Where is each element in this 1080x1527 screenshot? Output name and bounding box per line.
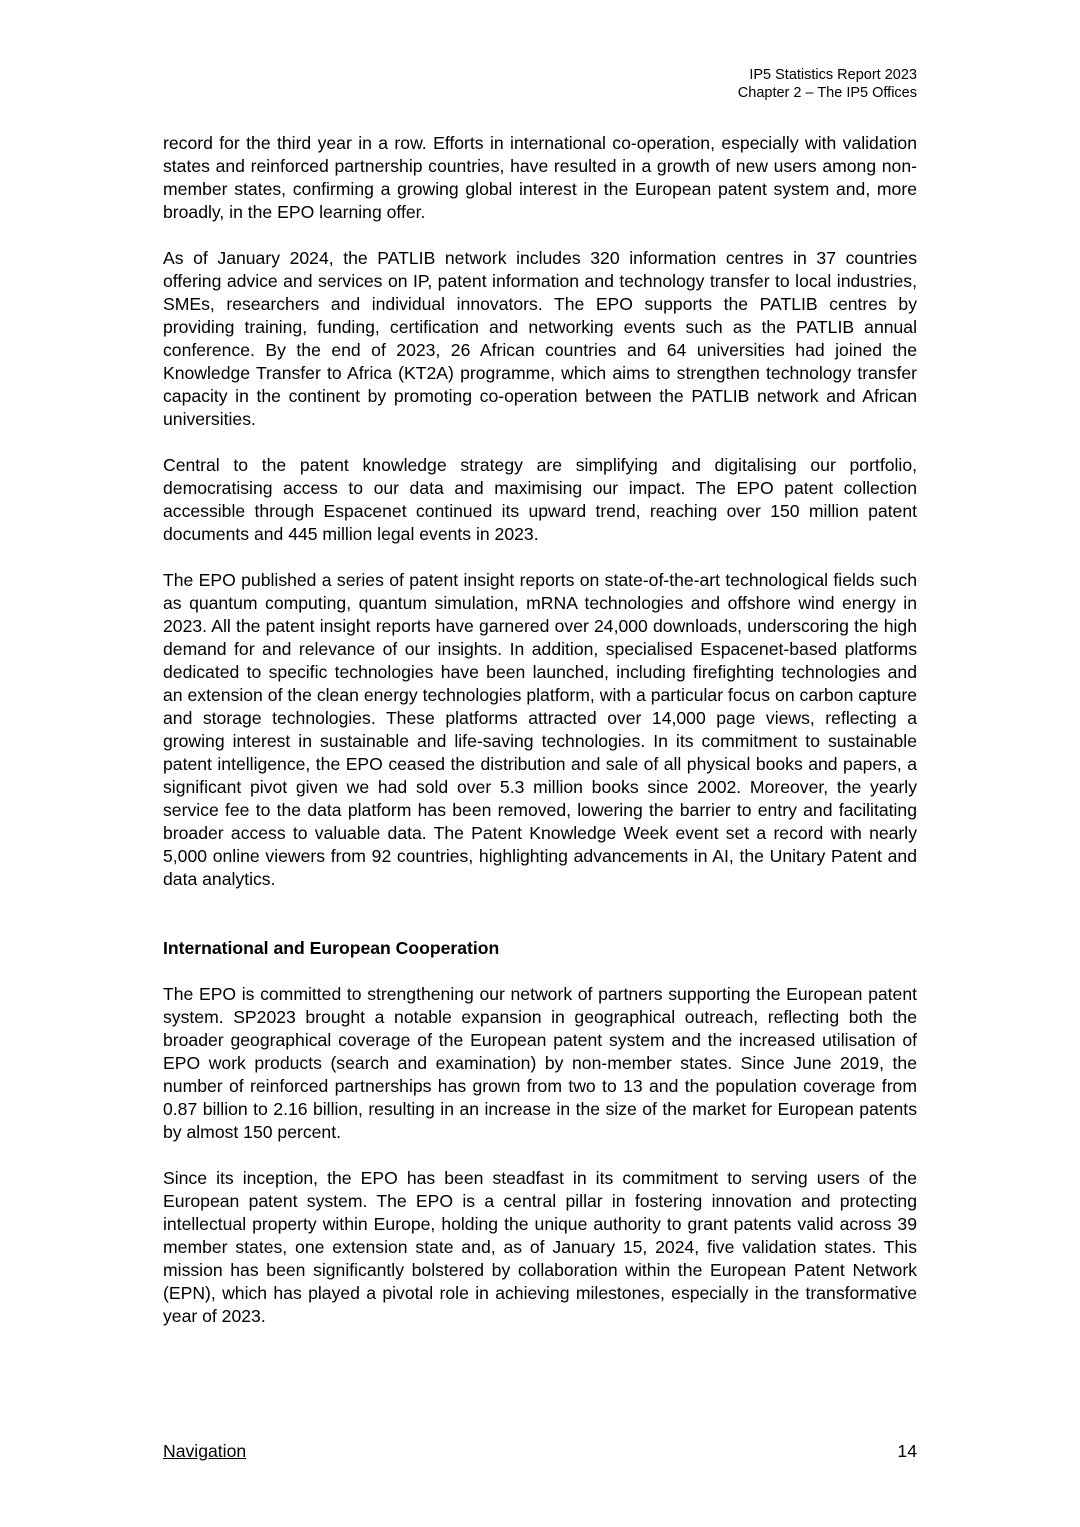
navigation-link[interactable]: Navigation	[163, 1441, 247, 1461]
paragraph-learning-offer: record for the third year in a row. Efforts in international co-operation, especially with validation states and reinforced partnership countries, have resulted in a growth of new users among non-member states, confirming a growing global interest in the European patent system and, more broadly, in the EPO learning offer.	[163, 133, 917, 222]
paragraph-epo-inception: Since its inception, the EPO has been steadfast in its commitment to serving users of the European patent system. The EPO is a central pillar in fostering innovation and protecting intellectual property within Europe, holding the unique authority to grant patents valid across 39 member states, one extension state and, as of January 15, 2024, five validation states. This mission has been significantly bolstered by collaboration within the European Patent Network (EPN), which has played a pivotal role in achieving milestones, especially in the transformative year of 2023.	[163, 1168, 917, 1326]
paragraph-partner-network: The EPO is committed to strengthening our network of partners supporting the European patent system. SP2023 brought a notable expansion in geographical outreach, reflecting both the broader geographical coverage of the European patent system and the increased utilisation of EPO work products (search and examination) by non-member states. Since June 2019, the number of reinforced partnerships has grown from two to 13 and the population coverage from 0.87 billion to 2.16 billion, resulting in an increase in the size of the market for European patents by almost 150 percent.	[163, 984, 917, 1142]
section-heading: International and European Cooperation	[163, 938, 500, 958]
page-footer	[163, 1440, 917, 1463]
paragraph-patent-knowledge-strategy: Central to the patent knowledge strategy are simplifying and digitalising our portfolio, democratising access to our data and maximising our impact. The EPO patent collection accessible through Espacenet continued its upward trend, reaching over 150 million patent documents and 445 million legal events in 2023.	[163, 455, 917, 544]
main-content	[163, 132, 917, 1351]
report-title: IP5 Statistics Report 2023	[749, 67, 917, 83]
page-header	[738, 66, 917, 102]
paragraph-patlib-network: As of January 2024, the PATLIB network includes 320 information centres in 37 countries offering advice and services on IP, patent information and technology transfer to local industries, SMEs, researchers and individual innovators. The EPO supports the PATLIB centres by providing training, funding, certification and networking events such as the PATLIB annual conference. By the end of 2023, 26 African countries and 64 universities had joined the Knowledge Transfer to Africa (KT2A) programme, which aims to strengthen technology transfer capacity in the continent by promoting co-operation between the PATLIB network and African universities.	[163, 248, 917, 429]
page-number: 14	[897, 1441, 917, 1461]
chapter-title: Chapter 2 – The IP5 Offices	[737, 85, 917, 101]
paragraph-patent-insight-reports: The EPO published a series of patent insight reports on state-of-the-art technological fields such as quantum computing, quantum simulation, mRNA technologies and offshore wind energy in 2023. All the patent insight reports have garnered over 24,000 downloads, underscoring the high demand for and relevance of our insights. In addition, specialised Espacenet-based platforms dedicated to specific technologies have been launched, including firefighting technologies and an extension of the clean energy technologies platform, with a particular focus on carbon capture and storage technologies. These platforms attracted over 14,000 page views, reflecting a growing interest in sustainable and life-saving technologies. In its commitment to sustainable patent intelligence, the EPO ceased the distribution and sale of all physical books and papers, a significant pivot given we had sold over 5.3 million books since 2002. Moreover, the yearly service fee to the data platform has been removed, lowering the barrier to entry and facilitating broader access to valuable data. The Patent Knowledge Week event set a record with nearly 5,000 online viewers from 92 countries, highlighting advancements in AI, the Unitary Patent and data analytics.	[163, 570, 917, 889]
